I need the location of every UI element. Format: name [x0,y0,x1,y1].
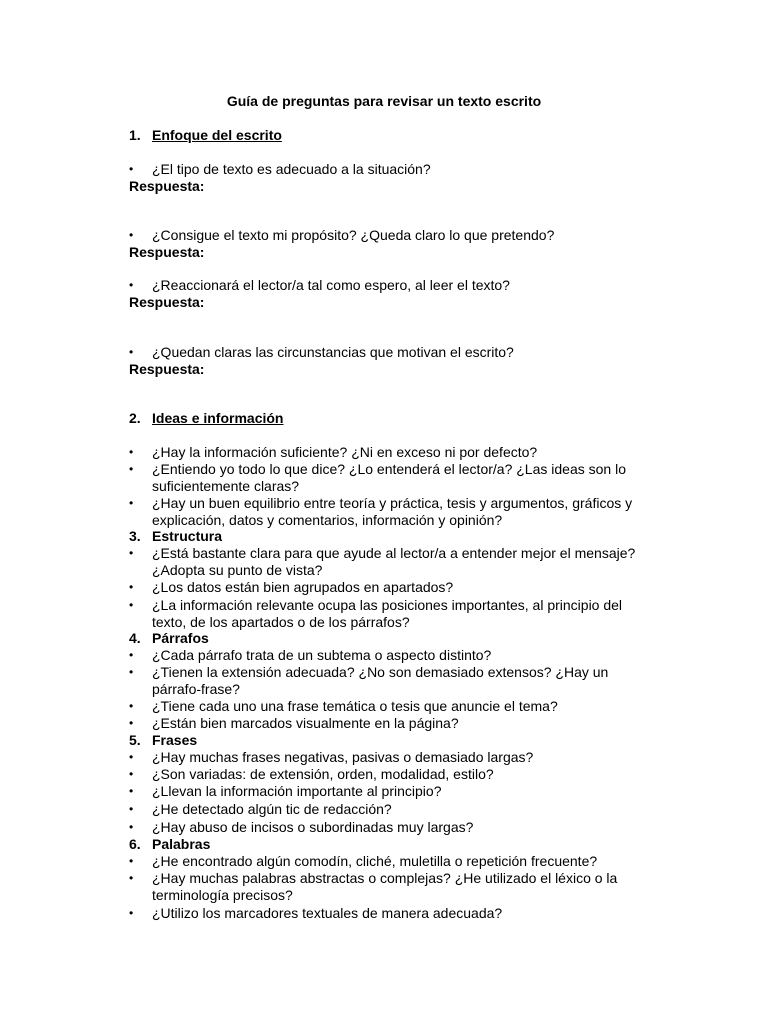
bullet-icon: • [129,345,134,359]
question-text: ¿Los datos están bien agrupados en apartados? [152,579,454,595]
list-item [129,783,659,800]
bullet-icon: • [129,445,134,459]
section-number: 2. [129,410,141,426]
question-text: ¿La información relevante ocupa las posiciones importantes, al principio del texto, de los apartados o de los párrafos? [152,597,623,630]
section-title: Ideas e información [152,410,284,426]
question-text: ¿Hay muchas frases negativas, pasivas o demasiado largas? [152,749,534,765]
section-heading-enfoque [129,127,282,144]
question-text: ¿Hay muchas palabras abstractas o complejas? ¿He utilizado el léxico o la terminología precisos? [152,870,618,903]
question-text: ¿Son variadas: de extensión, orden, modalidad, estilo? [152,766,494,782]
question-text: ¿Están bien marcados visualmente en la página? [152,715,459,731]
bullet-icon: • [129,784,134,798]
list-item [129,698,659,715]
question-text: ¿He encontrado algún comodín, cliché, muletilla o repetición frecuente? [152,853,598,869]
bullet-icon: • [129,162,134,176]
list-item [129,664,659,698]
document-title: Guía de preguntas para revisar un texto escrito [226,93,542,109]
answer-label: Respuesta: [129,244,205,260]
section-heading-estructura [129,528,222,545]
list-item [129,819,659,836]
bullet-icon: • [129,665,134,679]
bullet-icon: • [129,906,134,920]
list-item [129,579,659,596]
section-number: 6. [129,836,141,852]
section-title: Estructura [152,528,223,544]
list-item [129,853,659,870]
list-item [129,801,659,818]
section-heading-frases [129,732,197,749]
question-text: ¿Hay un buen equilibrio entre teoría y práctica, tesis y argumentos, gráficos y explicación, datos y comentarios, información y opinión? [152,495,633,528]
bullet-icon: • [129,716,134,730]
list-item [129,870,659,904]
section-title: Frases [152,732,198,748]
question-text: ¿Está bastante clara para que ayude al lector/a a entender mejor el mensaje? ¿Adopta su punto de vista? [152,545,636,578]
bullet-icon: • [129,750,134,764]
section-number: 3. [129,528,141,544]
question-text: ¿Utilizo los marcadores textuales de manera adecuada? [152,905,503,921]
question-text: ¿Consigue el texto mi propósito? ¿Queda claro lo que pretendo? [152,227,555,243]
list-item [129,344,659,361]
list-item [129,495,659,529]
list-item [129,227,659,244]
bullet-icon: • [129,802,134,816]
section-title: Enfoque del escrito [152,127,282,143]
bullet-icon: • [129,462,134,476]
list-item [129,766,659,783]
answer-label: Respuesta: [129,178,205,194]
bullet-icon: • [129,871,134,885]
question-text: ¿Reaccionará el lector/a tal como espero, al leer el texto? [152,277,510,293]
bullet-icon: • [129,820,134,834]
list-item [129,444,659,461]
list-item [129,161,659,178]
answer-label: Respuesta: [129,361,205,377]
answer-label: Respuesta: [129,294,205,310]
bullet-icon: • [129,546,134,560]
list-item [129,461,659,495]
bullet-icon: • [129,699,134,713]
list-item [129,749,659,766]
section-heading-palabras [129,836,210,853]
question-text: ¿Cada párrafo trata de un subtema o aspecto distinto? [152,647,492,663]
question-text: ¿Hay abuso de incisos o subordinadas muy largas? [152,819,474,835]
bullet-icon: • [129,278,134,292]
bullet-icon: • [129,648,134,662]
list-item [129,597,659,631]
section-heading-ideas [129,410,283,427]
bullet-icon: • [129,496,134,510]
list-item [129,647,659,664]
bullet-icon: • [129,228,134,242]
question-text: ¿Tiene cada uno una frase temática o tesis que anuncie el tema? [152,698,558,714]
question-text: ¿He detectado algún tic de redacción? [152,801,392,817]
section-title: Párrafos [152,630,209,646]
section-title: Palabras [152,836,211,852]
question-text: ¿Hay la información suficiente? ¿Ni en exceso ni por defecto? [152,444,538,460]
section-number: 4. [129,630,141,646]
bullet-icon: • [129,598,134,612]
question-text: ¿Tienen la extensión adecuada? ¿No son demasiado extensos? ¿Hay un párrafo-frase? [152,664,609,697]
bullet-icon: • [129,854,134,868]
list-item [129,715,659,732]
question-text: ¿Llevan la información importante al principio? [152,783,442,799]
section-number: 1. [129,127,141,143]
section-heading-parrafos [129,630,209,647]
bullet-icon: • [129,580,134,594]
section-number: 5. [129,732,141,748]
list-item [129,277,659,294]
bullet-icon: • [129,767,134,781]
list-item [129,905,659,922]
question-text: ¿Entiendo yo todo lo que dice? ¿Lo entenderá el lector/a? ¿Las ideas son lo suficientemente claras? [152,461,626,494]
question-text: ¿El tipo de texto es adecuado a la situación? [152,161,431,177]
list-item [129,545,659,579]
question-text: ¿Quedan claras las circunstancias que motivan el escrito? [152,344,514,360]
